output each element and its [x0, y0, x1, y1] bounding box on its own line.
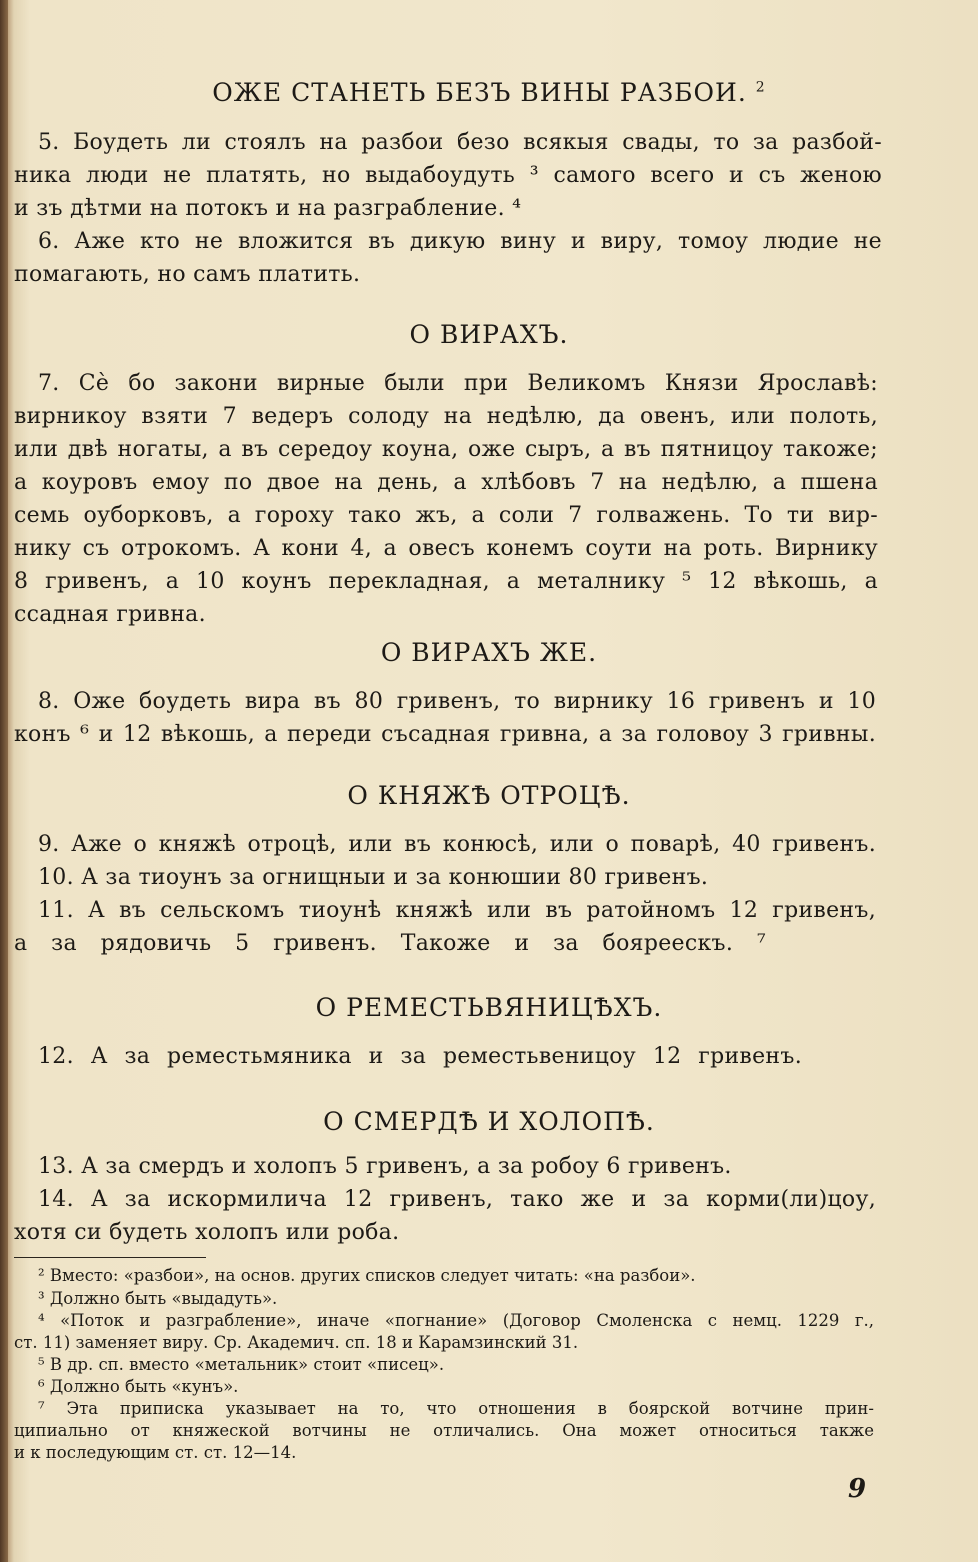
section-heading-remestvyanicekh	[0, 993, 978, 1022]
text-line: 11. А въ сельскомъ тиоунѣ княжѣ или въ ратойномъ 12 гривенъ,	[38, 898, 876, 923]
text-line: 8 гривенъ, а 10 коунъ перекладная, а металнику ⁵ 12 вѣкошь, а	[14, 569, 878, 594]
footnote-line: и к последующим ст. ст. 12—14.	[14, 1443, 297, 1462]
page-number: 9	[848, 1474, 867, 1504]
heading-text: О ВИРАХЪ ЖЕ.	[380, 638, 598, 667]
heading-text: О КНЯЖѢ ОТРОЦѢ.	[347, 781, 631, 810]
text-line: семь оуборковъ, а гороху тако жъ, а соли 7 голважень. То ти вир-	[14, 503, 878, 528]
text-line: 13. А за смердъ и холопъ 5 гривенъ, а за робоу 6 гривенъ.	[38, 1154, 732, 1179]
text-line: 12. А за реместьмяника и за реместьвеницоу 12 гривенъ.	[38, 1044, 802, 1069]
text-line: конъ ⁶ и 12 вѣкошь, а переди съсадная гривна, а за головоу 3 гривны.	[14, 722, 876, 747]
text-line: и зъ дѣтми на потокъ и на разграбление. ⁴	[14, 196, 522, 221]
footnote-divider	[14, 1257, 206, 1258]
text-line: нику съ отрокомъ. А кони 4, а овесъ конемъ соути на роть. Вирнику	[14, 536, 878, 561]
text-line: ника люди не платять, но выдабоудуть ³ самого всего и съ женою	[14, 163, 882, 188]
text-line: 14. А за искормилича 12 гривенъ, тако же и за корми(ли)цоу,	[38, 1187, 876, 1212]
footnote-line: ⁴ «Поток и разграбление», иначе «погнание» (Договор Смоленска с немц. 1229 г.,	[38, 1311, 874, 1330]
heading-text: О СМЕРДѢ И ХОЛОПѢ.	[323, 1107, 655, 1136]
text-line: или двѣ ногаты, а въ середоу коуна, оже сыръ, а въ пятницоу такожe;	[14, 437, 878, 462]
heading-text: О РЕМЕСТЬВЯНИЦѢХЪ.	[315, 993, 663, 1022]
text-line: вирникоу взяти 7 ведеръ солоду на недѣлю, да овенъ, или полоть,	[14, 404, 878, 429]
section-heading-razboi	[0, 78, 978, 107]
text-line: а за рядовичь 5 гривенъ. Такоже и за бояреескъ. ⁷	[14, 931, 766, 956]
text-line: 7. Сѐ бо закони вирные были при Великомъ Князи Ярославѣ:	[38, 371, 878, 396]
footnote-line: ⁵ В др. сп. вместо «метальник» стоит «писец».	[38, 1355, 445, 1374]
text-line: 8. Оже боудеть вира въ 80 гривенъ, то вирнику 16 гривенъ и 10	[38, 689, 876, 714]
section-heading-virakh-zhe	[0, 638, 978, 667]
heading-footnote-ref: 2	[755, 79, 766, 96]
heading-text: О ВИРАХЪ.	[409, 320, 569, 349]
section-heading-knyazhe-otroce	[0, 781, 978, 810]
footnote-line: ⁷ Эта приписка указывает на то, что отношения в боярской вотчине прин-	[38, 1399, 874, 1418]
text-line: 5. Боудеть ли стоялъ на разбои безо всякыя свады, то за разбой-	[38, 130, 882, 155]
section-heading-virakh	[0, 320, 978, 349]
text-line: 6. Аже кто не вложится въ дикую вину и виру, томоу людие не	[38, 229, 882, 254]
footnote-line: ст. 11) заменяет виру. Ср. Академич. сп. 18 и Карамзинский 31.	[14, 1333, 579, 1352]
text-line: 10. А за тиоунъ за огнищныи и за конюшии 80 гривенъ.	[38, 865, 709, 890]
footnote-line: ⁶ Должно быть «кунъ».	[38, 1377, 239, 1396]
text-line: а коуровъ емоу по двое на день, а хлѣбовъ 7 на недѣлю, а пшена	[14, 470, 878, 495]
heading-text: ОЖЕ СТАНЕТЬ БЕЗЪ ВИНЫ РАЗБОИ.	[212, 78, 747, 107]
footnote-line: ³ Должно быть «выдадуть».	[38, 1289, 278, 1308]
text-line: ссадная гривна.	[14, 602, 206, 627]
text-line: 9. Аже о княжѣ отроцѣ, или въ конюсѣ, или о поварѣ, 40 гривенъ.	[38, 832, 876, 857]
text-line: хотя си будеть холопъ или роба.	[14, 1220, 400, 1245]
text-line: помагають, но самъ платить.	[14, 262, 361, 287]
footnote-line: ципиально от княжеской вотчины не отличались. Она может относиться также	[14, 1421, 874, 1440]
section-heading-smerde-kholope	[0, 1107, 978, 1136]
footnote-line: ² Вместо: «разбои», на основ. других списков следует читать: «на разбои».	[38, 1266, 696, 1285]
